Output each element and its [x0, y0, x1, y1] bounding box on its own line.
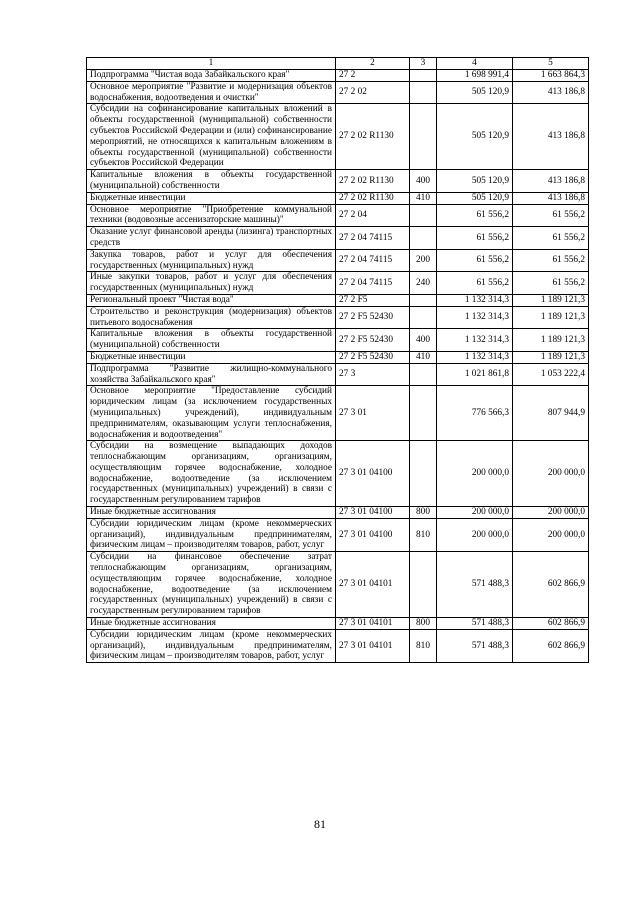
row-code: 27 2 02 R1130: [336, 104, 410, 170]
row-value-year1: 1 021 861,8: [437, 363, 513, 386]
row-name: Капитальные вложения в объекты государственной (муниципальной) собственности: [87, 329, 336, 352]
table-row: [87, 192, 589, 204]
row-expense-type: 200: [410, 249, 437, 272]
row-expense-type: 800: [410, 618, 437, 630]
row-expense-type: [410, 81, 437, 104]
row-value-year1: 571 488,3: [437, 618, 513, 630]
row-value-year1: 200 000,0: [437, 518, 513, 551]
row-value-year1: 1 132 314,3: [437, 329, 513, 352]
row-expense-type: 810: [410, 629, 437, 662]
row-value-year1: 61 556,2: [437, 249, 513, 272]
row-name: Иные бюджетные ассигнования: [87, 507, 336, 519]
row-code: 27 2 F5 52430: [336, 351, 410, 363]
row-value-year2: 1 663 864,3: [513, 70, 589, 82]
row-code: 27 2: [336, 70, 410, 82]
row-name: Иные закупки товаров, работ и услуг для обеспечения государственных (муниципальных) нужд: [87, 272, 336, 295]
header-col-4: 4: [437, 58, 513, 70]
row-name: Подпрограмма "Чистая вода Забайкальского края": [87, 70, 336, 82]
table-row: [87, 272, 589, 295]
table-row: [87, 351, 589, 363]
row-code: 27 2 04 74115: [336, 272, 410, 295]
row-expense-type: 810: [410, 518, 437, 551]
row-expense-type: 410: [410, 351, 437, 363]
row-code: 27 3 01 04101: [336, 552, 410, 618]
row-value-year2: 413 186,8: [513, 104, 589, 170]
row-value-year2: 1 189 121,3: [513, 329, 589, 352]
row-expense-type: 800: [410, 507, 437, 519]
row-value-year1: 61 556,2: [437, 227, 513, 250]
row-value-year1: 61 556,2: [437, 272, 513, 295]
row-value-year1: 200 000,0: [437, 441, 513, 507]
row-name: Субсидии на возмещение выпадающих доходов теплоснабжающим организациям, организациям, осуществляющим горячее водоснабжение, холодное водоснабжение, водоотведение (за исключением государственных (муниципальных) учреждений) в связи с государственным регулированием тарифов: [87, 441, 336, 507]
row-code: 27 2 F5: [336, 294, 410, 306]
row-value-year1: 200 000,0: [437, 507, 513, 519]
row-value-year2: 1 189 121,3: [513, 306, 589, 329]
row-value-year1: 1 132 314,3: [437, 294, 513, 306]
row-name: Субсидии на финансовое обеспечение затрат теплоснабжающим организациям, организациям, осуществляющим горячее водоснабжение, холодное водоснабжение, водоотведение (за исключением государственных (муниципальных) учреждений) в связи с государственным регулированием тарифов: [87, 552, 336, 618]
row-expense-type: [410, 227, 437, 250]
row-value-year1: 571 488,3: [437, 629, 513, 662]
row-value-year2: 413 186,8: [513, 170, 589, 193]
row-expense-type: [410, 104, 437, 170]
table-row: [87, 629, 589, 662]
table-row: [87, 227, 589, 250]
row-name: Основное мероприятие "Приобретение коммунальной техники (водовозные ассенизаторские машины)": [87, 204, 336, 227]
header-col-5: 5: [513, 58, 589, 70]
budget-table: [86, 57, 589, 663]
row-value-year1: 571 488,3: [437, 552, 513, 618]
row-value-year1: 505 120,9: [437, 170, 513, 193]
row-value-year1: 776 566,3: [437, 386, 513, 441]
row-value-year2: 602 866,9: [513, 629, 589, 662]
row-name: Строительство и реконструкция (модернизация) объектов питьевого водоснабжения: [87, 306, 336, 329]
row-value-year2: 61 556,2: [513, 227, 589, 250]
table-row: [87, 70, 589, 82]
row-expense-type: [410, 386, 437, 441]
row-code: 27 2 02: [336, 81, 410, 104]
row-name: Оказание услуг финансовой аренды (лизинга) транспортных средств: [87, 227, 336, 250]
table-row: [87, 441, 589, 507]
row-expense-type: 400: [410, 170, 437, 193]
row-expense-type: [410, 441, 437, 507]
row-name: Капитальные вложения в объекты государственной (муниципальной) собственности: [87, 170, 336, 193]
row-value-year2: 413 186,8: [513, 81, 589, 104]
row-value-year2: 200 000,0: [513, 441, 589, 507]
row-value-year2: 200 000,0: [513, 518, 589, 551]
row-value-year1: 1 132 314,3: [437, 306, 513, 329]
table-row: [87, 386, 589, 441]
row-code: 27 3 01 04100: [336, 441, 410, 507]
table-row: [87, 552, 589, 618]
row-code: 27 2 02 R1130: [336, 192, 410, 204]
row-value-year2: 602 866,9: [513, 552, 589, 618]
row-name: Подпрограмма "Развитие жилищно-коммунального хозяйства Забайкальского края": [87, 363, 336, 386]
row-name: Основное мероприятие "Предоставление субсидий юридическим лицам (за исключением государственных (муниципальных) учреждений), индивидуальным предпринимателям, оказывающим услуги теплоснабжения, водоснабжения и водоотведения": [87, 386, 336, 441]
row-code: 27 2 02 R1130: [336, 170, 410, 193]
table-row: [87, 618, 589, 630]
row-expense-type: 240: [410, 272, 437, 295]
row-value-year1: 61 556,2: [437, 204, 513, 227]
row-code: 27 2 F5 52430: [336, 329, 410, 352]
row-code: 27 3: [336, 363, 410, 386]
row-name: Субсидии юридическим лицам (кроме некоммерческих организаций), индивидуальным предпринимателям, физическим лицам – производителям товаров, работ, услуг: [87, 518, 336, 551]
row-value-year2: 1 189 121,3: [513, 351, 589, 363]
row-value-year2: 1 053 222,4: [513, 363, 589, 386]
row-expense-type: [410, 294, 437, 306]
table-row: [87, 249, 589, 272]
table-row: [87, 81, 589, 104]
row-code: 27 3 01: [336, 386, 410, 441]
row-expense-type: [410, 306, 437, 329]
row-name: Закупка товаров, работ и услуг для обеспечения государственных (муниципальных) нужд: [87, 249, 336, 272]
row-code: 27 3 01 04101: [336, 629, 410, 662]
row-expense-type: 410: [410, 192, 437, 204]
table-row: [87, 170, 589, 193]
row-value-year2: 61 556,2: [513, 204, 589, 227]
header-col-3: 3: [410, 58, 437, 70]
row-value-year1: 1 132 314,3: [437, 351, 513, 363]
row-value-year1: 505 120,9: [437, 104, 513, 170]
row-code: 27 2 04 74115: [336, 249, 410, 272]
table-row: [87, 329, 589, 352]
row-value-year2: 413 186,8: [513, 192, 589, 204]
header-col-2: 2: [336, 58, 410, 70]
table-row: [87, 294, 589, 306]
row-code: 27 3 01 04101: [336, 618, 410, 630]
row-expense-type: [410, 363, 437, 386]
row-name: Региональный проект "Чистая вода": [87, 294, 336, 306]
table-header-row: [87, 58, 589, 70]
row-code: 27 2 F5 52430: [336, 306, 410, 329]
row-expense-type: 400: [410, 329, 437, 352]
row-expense-type: [410, 70, 437, 82]
row-expense-type: [410, 552, 437, 618]
row-value-year2: 1 189 121,3: [513, 294, 589, 306]
row-name: Основное мероприятие "Развитие и модернизация объектов водоснабжения, водоотведения и очистки": [87, 81, 336, 104]
row-value-year1: 505 120,9: [437, 81, 513, 104]
row-code: 27 3 01 04100: [336, 507, 410, 519]
table-row: [87, 306, 589, 329]
page-number: 81: [314, 817, 326, 831]
table-row: [87, 204, 589, 227]
table-row: [87, 363, 589, 386]
table-row: [87, 507, 589, 519]
row-value-year2: 61 556,2: [513, 249, 589, 272]
row-value-year1: 505 120,9: [437, 192, 513, 204]
row-name: Бюджетные инвестиции: [87, 192, 336, 204]
table-body: [87, 70, 589, 663]
row-name: Субсидии юридическим лицам (кроме некоммерческих организаций), индивидуальным предпринимателям, физическим лицам – производителям товаров, работ, услуг: [87, 629, 336, 662]
row-code: 27 2 04 74115: [336, 227, 410, 250]
row-value-year2: 200 000,0: [513, 507, 589, 519]
row-value-year1: 1 698 991,4: [437, 70, 513, 82]
row-value-year2: 807 944,9: [513, 386, 589, 441]
row-expense-type: [410, 204, 437, 227]
header-col-1: 1: [87, 58, 336, 70]
row-value-year2: 61 556,2: [513, 272, 589, 295]
table-row: [87, 104, 589, 170]
row-code: 27 3 01 04100: [336, 518, 410, 551]
table-row: [87, 518, 589, 551]
row-code: 27 2 04: [336, 204, 410, 227]
row-name: Иные бюджетные ассигнования: [87, 618, 336, 630]
row-name: Субсидии на софинансирование капитальных вложений в объекты государственной (муниципальной) собственности субъектов Российской Федерации и (или) софинансирование мероприятий, не относящихся к капитальным вложениям в объекты государственной (муниципальной) собственности субъектов Российской Федерации: [87, 104, 336, 170]
row-value-year2: 602 866,9: [513, 618, 589, 630]
row-name: Бюджетные инвестиции: [87, 351, 336, 363]
